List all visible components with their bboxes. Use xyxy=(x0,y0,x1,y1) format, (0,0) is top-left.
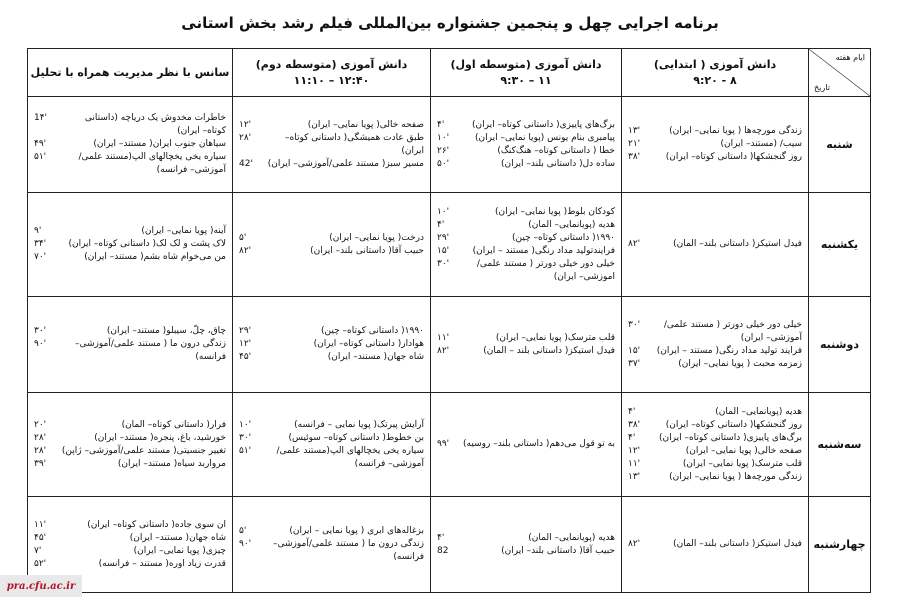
column-header-label: دانش آموزی (متوسطه دوم) xyxy=(255,57,408,71)
film-entry xyxy=(628,345,802,358)
schedule-cell xyxy=(28,297,233,393)
film-title: زندگی درون ما ( مستند علمی/آموزشی–فرانسه) xyxy=(74,339,226,362)
film-title: ۱۹۹۰( داستانی کوتاه– چین) xyxy=(512,232,615,243)
column-header-label: دانش آموزی ( ابتدایی) xyxy=(653,57,777,71)
film-duration: ۳۰' xyxy=(239,432,252,443)
schedule-cell xyxy=(233,193,431,297)
film-title: سیاره یخی یخچالهای الپ(مستند علمی/آموزشی– فرانسه) xyxy=(276,445,424,469)
film-duration: ۱۰' xyxy=(437,206,450,217)
film-entry xyxy=(34,138,226,151)
film-entry xyxy=(239,158,424,171)
film-title: هدیه (پویانمایی– المان) xyxy=(528,219,615,230)
film-entry xyxy=(34,445,226,458)
film-title: فرایند تولید مداد رنگی( مستند – ایران) xyxy=(656,345,802,356)
film-duration: ۳۹' xyxy=(34,458,47,469)
film-entry xyxy=(628,319,802,345)
film-entry xyxy=(34,251,226,264)
film-title: خطا ( داستانی کوتاه– هنگ‌کنگ) xyxy=(497,145,615,156)
film-duration: ۹۹' xyxy=(437,439,450,449)
film-entry xyxy=(437,219,615,232)
film-entry xyxy=(34,545,226,558)
film-duration: ۳۰' xyxy=(628,319,641,330)
film-duration: ۳۸' xyxy=(628,152,641,162)
film-entry xyxy=(628,125,802,138)
column-header-analysis-session xyxy=(28,49,233,97)
film-duration: ۵' xyxy=(239,232,247,243)
page-title: برنامه اجرایی چهل و پنجمین جشنواره بین‌المللی فیلم رشد بخش استانی xyxy=(181,14,719,32)
film-entry xyxy=(239,351,424,364)
film-title: مسیر سبز( مستند علمی/آموزشی– ایران) xyxy=(267,158,424,169)
film-entry xyxy=(437,345,615,358)
film-entry xyxy=(628,406,802,419)
film-title: فیدل استیکز( داستانی بلند– المان) xyxy=(673,539,802,549)
film-entry xyxy=(239,338,424,351)
film-title: زندگی درون ما ( مستند علمی/آموزشی–فرانسه) xyxy=(272,539,424,562)
column-header-middle-second xyxy=(233,49,431,97)
film-title: شاه جهان( مستند– ایران) xyxy=(129,532,226,543)
schedule-cell xyxy=(431,497,622,593)
film-entry xyxy=(239,445,424,471)
film-title: زمزمه محبت ( پویا نمایی– ایران) xyxy=(678,358,802,369)
schedule-cell xyxy=(431,193,622,297)
schedule-cell xyxy=(622,97,809,193)
film-duration: ۹۰' xyxy=(239,539,252,549)
film-duration: ۴' xyxy=(437,119,445,130)
day-cell: دوشنبه xyxy=(809,297,871,393)
film-duration: ۲۰' xyxy=(34,419,47,430)
film-duration: ۴' xyxy=(437,219,445,230)
header-row xyxy=(28,49,871,97)
film-entry xyxy=(437,438,615,451)
day-cell: یکشنبه xyxy=(809,193,871,297)
film-title: سیاهان جنوب ایران( مستند– ایران) xyxy=(93,139,226,149)
film-duration: ۸۲' xyxy=(628,239,641,249)
film-duration: ۲۶' xyxy=(437,145,450,156)
film-entry xyxy=(628,238,802,251)
film-title: قلب مترسک( پویا نمایی– ایران) xyxy=(495,332,615,343)
film-title: تغییر جنسیتی( مستند علمی/آموزشی– ژاپن) xyxy=(61,445,226,456)
film-duration: 42' xyxy=(239,158,253,169)
film-duration: ۱۵' xyxy=(628,345,641,356)
film-entry xyxy=(239,232,424,245)
schedule-cell xyxy=(233,97,431,193)
film-title: من می‌خوام شاه بشم( مستند– ایران) xyxy=(84,252,226,262)
film-entry xyxy=(437,245,615,258)
film-entry xyxy=(437,545,615,558)
film-entry xyxy=(437,206,615,219)
film-title: هوادار( داستانی کوتاه– ایران) xyxy=(313,339,424,349)
film-title: سیاره یخی یخچالهای الپ(مستند علمی/آموزشی– فرانسه) xyxy=(78,152,226,175)
schedule-cell xyxy=(622,297,809,393)
film-duration: ۵۰' xyxy=(437,158,450,169)
film-title: درخت( پویا نمایی– ایران) xyxy=(329,232,424,243)
film-duration: ۱۳' xyxy=(628,126,641,136)
film-entry xyxy=(34,151,226,177)
column-header-time: ۱۲:۴۰ – ۱۱:۱۰ xyxy=(293,73,370,87)
film-title: قدرت زیاد اوره( مستند – فرانسه) xyxy=(98,558,226,569)
film-duration: ۵۲' xyxy=(34,558,47,569)
film-entry xyxy=(239,525,424,538)
film-entry xyxy=(437,332,615,345)
film-entry xyxy=(34,432,226,445)
column-header-time: ۸ - ۹:۲۰ xyxy=(693,73,737,87)
film-title: آرایش پیرتک( پویا نمایی – فرانسه) xyxy=(294,419,424,430)
film-duration: ۷۰' xyxy=(34,252,47,262)
film-entry xyxy=(437,158,615,171)
day-cell: سه‌شنبه xyxy=(809,393,871,497)
schedule-cell xyxy=(233,393,431,497)
film-title: ان سوی جاده( داستانی کوتاه– ایران) xyxy=(87,519,226,530)
film-entry xyxy=(239,119,424,132)
film-title: مرواربد سیاه( مستند– ایران) xyxy=(117,458,226,469)
site-watermark: pra.cfu.ac.ir xyxy=(0,575,82,597)
film-duration: ۲۱' xyxy=(628,139,641,149)
film-duration: ۱۱' xyxy=(437,332,450,343)
table-row xyxy=(28,497,871,593)
film-entry xyxy=(437,232,615,245)
film-title: بزغاله‌های ابری ( پویا نمایی – ایران) xyxy=(289,526,424,536)
column-header-elementary xyxy=(622,49,809,97)
film-duration: 82 xyxy=(437,545,449,556)
film-title: خاطرات مخدوش یک دریاچه (داستانی کوتاه– ایران) xyxy=(84,113,226,136)
film-entry xyxy=(628,458,802,471)
film-duration: ۸۲' xyxy=(437,345,450,356)
weekday-label: ایام هفته xyxy=(835,53,865,62)
film-entry xyxy=(34,338,226,364)
film-title: سیب/ (مستند– ایران) xyxy=(720,139,802,149)
film-entry xyxy=(239,419,424,432)
schedule-cell xyxy=(431,297,622,393)
schedule-cell xyxy=(431,393,622,497)
film-duration: ۱۱' xyxy=(628,458,641,469)
film-title: خورشید، باغ، پنجره( مستند– ایران) xyxy=(94,432,226,443)
schedule-cell xyxy=(233,297,431,393)
table-row xyxy=(28,193,871,297)
corner-header-cell xyxy=(809,49,871,97)
film-duration: ۹' xyxy=(34,226,42,236)
film-duration: ۱۳' xyxy=(628,471,641,482)
film-duration: ۱۱' xyxy=(34,519,47,530)
film-entry xyxy=(628,358,802,371)
film-duration: ۸۲' xyxy=(239,245,252,256)
film-title: چیزی( پویا نمایی– ایران) xyxy=(133,545,226,556)
film-duration: ۱۵' xyxy=(437,245,450,256)
film-title: برگ‌های پاییزی( داستانی کوتاه– ایران) xyxy=(472,119,615,130)
film-entry xyxy=(628,432,802,445)
film-title: هدیه (پویانمایی– المان) xyxy=(528,532,615,543)
film-duration: ۳۰' xyxy=(437,258,450,269)
film-entry xyxy=(239,325,424,338)
film-duration: ۸۲' xyxy=(628,539,641,549)
table-row xyxy=(28,297,871,393)
film-title: فرار( داستانی کوتاه– المان) xyxy=(121,419,226,430)
film-duration: ۱۰' xyxy=(239,419,252,430)
film-entry xyxy=(239,432,424,445)
film-title: فرایندتولید مداد رنگی( مستند – ایران) xyxy=(472,245,615,256)
film-entry xyxy=(628,538,802,551)
film-duration: ۲۸' xyxy=(34,432,47,443)
schedule-cell xyxy=(233,497,431,593)
column-header-time: ۱۱ – ۹:۳۰ xyxy=(500,73,552,87)
film-duration: ۱۲' xyxy=(239,339,252,349)
film-entry xyxy=(437,532,615,545)
film-title: برگ‌های پاییزی( داستانی کوتاه– ایران) xyxy=(659,432,802,443)
schedule-cell xyxy=(622,393,809,497)
film-title: صفحه خالی( پویا نمایی– ایران) xyxy=(685,445,802,456)
film-duration: ۴' xyxy=(628,432,636,443)
film-title: پیامبری بنام یونس (پویا نمایی– ایران) xyxy=(475,132,615,143)
film-entry xyxy=(34,519,226,532)
table-row xyxy=(28,393,871,497)
film-duration: ۳۴' xyxy=(34,239,47,249)
film-title: طبق عادت همیشگی( داستانی کوتاه– ایران) xyxy=(284,132,424,156)
film-duration: ۳۰' xyxy=(34,326,47,336)
film-title: زندگی مورچه‌ها ( پویا نمایی– ایران) xyxy=(669,126,802,136)
film-title: خیلی دور خیلی دورتر ( مستند علمی/ آموزشی– ایران) xyxy=(663,319,802,343)
film-title: روز گنجشکها( داستانی کوتاه– ایران) xyxy=(665,152,802,162)
day-cell: شنبه xyxy=(809,97,871,193)
film-title: حبیب آقا( داستانی بلند– ایران) xyxy=(501,545,615,556)
column-header-middle-first xyxy=(431,49,622,97)
day-cell: چهارشنبه xyxy=(809,497,871,593)
film-duration: ۱۰' xyxy=(437,132,450,143)
column-header-label: سانس با نظر مدیریت همراه با تحلیل xyxy=(30,65,230,79)
film-title: شاه جهان( مستند– ایران) xyxy=(327,352,424,362)
schedule-cell xyxy=(431,97,622,193)
film-title: ساده دل( داستانی بلند– ایران) xyxy=(500,158,615,169)
film-duration: ۷' xyxy=(34,545,42,556)
film-entry xyxy=(34,325,226,338)
film-entry xyxy=(628,138,802,151)
film-title: روز گنجشکها( داستانی کوتاه– ایران) xyxy=(665,419,802,430)
date-label: تاریخ xyxy=(814,83,830,92)
film-entry xyxy=(239,132,424,158)
film-duration: ۵' xyxy=(239,526,247,536)
table-row xyxy=(28,97,871,193)
film-duration: ۴۵' xyxy=(239,352,252,362)
film-entry xyxy=(34,458,226,471)
film-entry xyxy=(34,238,226,251)
film-title: به تو قول می‌دهم( داستانی بلند– روسیه) xyxy=(463,439,615,449)
film-duration: ۲۸' xyxy=(239,132,252,143)
schedule-cell xyxy=(622,193,809,297)
film-duration: ۵۱' xyxy=(239,445,252,456)
film-entry xyxy=(437,258,615,284)
schedule-body xyxy=(28,97,871,593)
film-title: ۱۹۹۰( داستانی کوتاه– چین) xyxy=(321,326,424,336)
film-duration: ۳۷' xyxy=(628,358,641,369)
film-entry xyxy=(34,558,226,571)
film-entry xyxy=(437,132,615,145)
film-title: خیلی دور خیلی دورتر ( مستند علمی/ اموزشی– ایران) xyxy=(476,258,615,282)
film-title: حبیب آقا( داستانی بلند– ایران) xyxy=(310,245,424,256)
schedule-cell xyxy=(622,497,809,593)
film-title: آینه( پویا نمایی– ایران) xyxy=(141,226,226,236)
film-entry xyxy=(628,419,802,432)
film-title: بن خطوط( داستانی کوتاه– سوئیس) xyxy=(288,432,424,443)
schedule-cell xyxy=(28,393,233,497)
film-title: چاق، چلّ، سیبلو( مستند– ایران) xyxy=(106,326,226,336)
film-entry xyxy=(437,145,615,158)
film-title: صفحه خالی( پویا نمایی– ایران) xyxy=(307,119,424,130)
film-duration: ۴۹' xyxy=(34,139,47,149)
film-entry xyxy=(437,119,615,132)
film-duration: ۹۰' xyxy=(34,339,47,349)
schedule-table xyxy=(27,48,871,593)
film-entry xyxy=(34,112,226,138)
schedule-cell xyxy=(28,97,233,193)
film-duration: ۱۲' xyxy=(628,445,641,456)
film-entry xyxy=(628,471,802,484)
film-duration: 1۴' xyxy=(34,113,48,123)
film-duration: ۳۸' xyxy=(628,419,641,430)
film-duration: ۲۹' xyxy=(239,326,252,336)
film-entry xyxy=(34,225,226,238)
film-duration: ۱۲' xyxy=(239,119,252,130)
film-title: لاک پشت و لک لک( داستانی کوتاه– ایران) xyxy=(68,239,226,249)
film-entry xyxy=(628,445,802,458)
film-title: هدیه (پویانمایی– المان) xyxy=(715,406,802,417)
film-title: قلب مترسک( پویا نمایی– ایران) xyxy=(682,458,802,469)
film-duration: ۴' xyxy=(437,532,445,543)
film-title: زندگی مورچه‌ها ( پویا نمایی– ایران) xyxy=(669,471,802,482)
film-duration: ۲۹' xyxy=(437,232,450,243)
film-entry xyxy=(239,538,424,564)
film-title: کودکان بلوط( پویا نمایی– ایران) xyxy=(495,206,615,217)
film-title: فیدل استیکز( داستانی بلند – المان) xyxy=(483,345,615,356)
film-entry xyxy=(628,151,802,164)
film-duration: ۴۵' xyxy=(34,532,47,543)
schedule-cell xyxy=(28,193,233,297)
column-header-label: دانش آموزی (متوسطه اول) xyxy=(450,57,602,71)
film-entry xyxy=(34,419,226,432)
film-duration: ۵۱' xyxy=(34,152,47,162)
film-entry xyxy=(239,245,424,258)
film-duration: ۲۸' xyxy=(34,445,47,456)
film-title: فیدل استیکز( داستانی بلند– المان) xyxy=(673,239,802,249)
film-entry xyxy=(34,532,226,545)
film-duration: ۴' xyxy=(628,406,636,417)
